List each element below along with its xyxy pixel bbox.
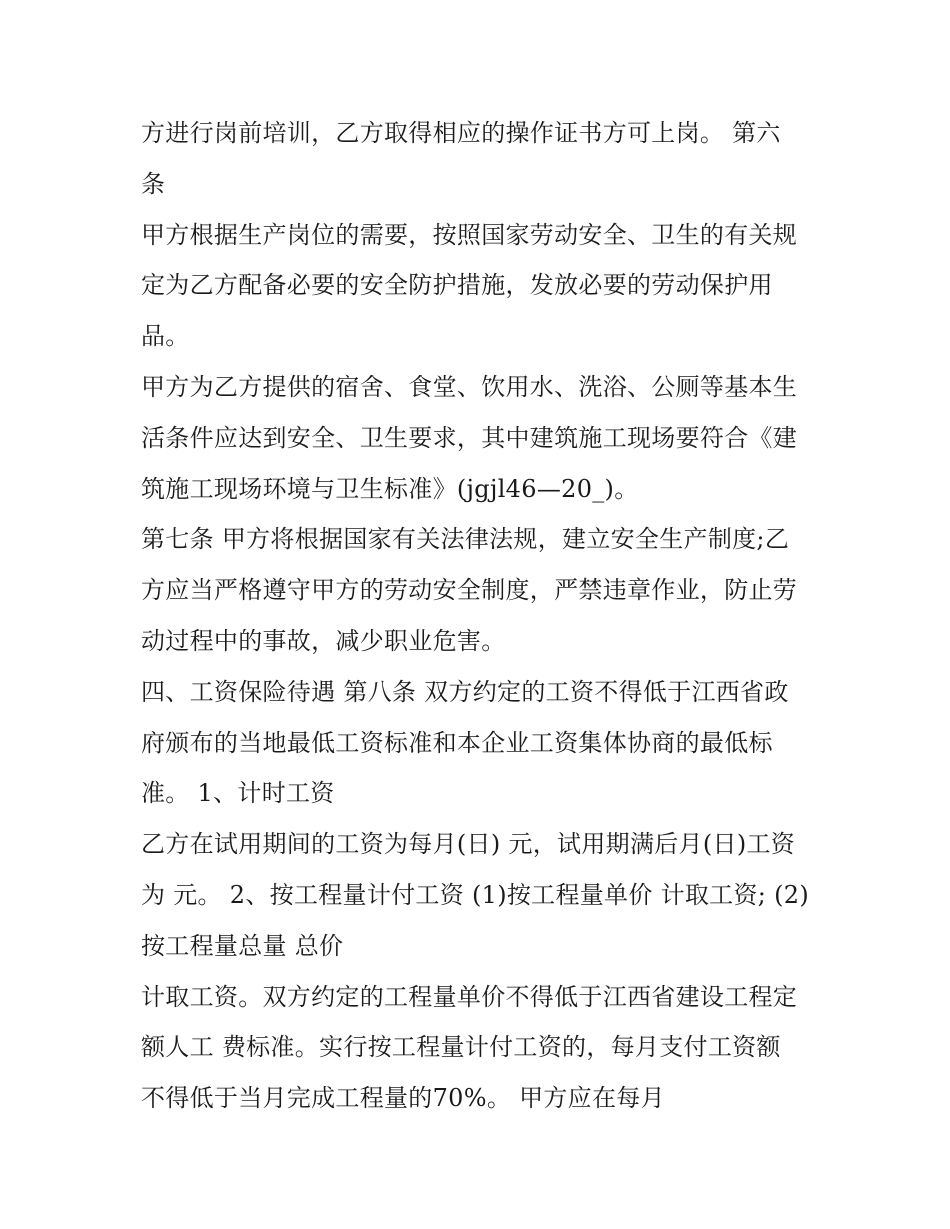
text-line: 府颁布的当地最低工资标准和本企业工资集体协商的最低标	[141, 728, 773, 757]
text-line: 定为乙方配备必要的安全防护措施，发放必要的劳动保护用	[141, 271, 773, 300]
text-line: 品。	[141, 322, 190, 351]
text-line: 计取工资。双方约定的工程量单价不得低于江西省建设工程定	[141, 982, 798, 1011]
text-line: 方进行岗前培训，乙方取得相应的操作证书方可上岗。 第六	[141, 119, 781, 147]
text-line: 动过程中的事故，减少职业危害。	[141, 626, 506, 655]
text-line: 额人工 费标准。实行按工程量计付工资的，每月支付工资额	[141, 1033, 781, 1062]
text-line: 按工程量总量 总价	[141, 931, 344, 960]
text-line: 活条件应达到安全、卫生要求，其中建筑施工现场要符合《建	[141, 423, 798, 452]
text-line: 甲方根据生产岗位的需要，按照国家劳动安全、卫生的有关规	[141, 220, 798, 249]
text-line: 条	[141, 169, 166, 198]
text-line: 甲方为乙方提供的宿舍、食堂、饮用水、洗浴、公厕等基本生	[141, 372, 798, 401]
contract-text	[141, 108, 821, 1124]
text-line: 筑施工现场环境与卫生标准》(jgjl46—20_)。	[141, 474, 639, 503]
text-line: 四、工资保险待遇 第八条 双方约定的工资不得低于江西省政	[141, 677, 789, 706]
text-line: 为 元。 2、按工程量计付工资 (1)按工程量单价 计取工资; (2)	[141, 880, 809, 909]
text-line: 乙方在试用期间的工资为每月(日) 元，试用期满后月(日)工资	[141, 830, 796, 859]
text-line: 准。 1、计时工资	[141, 779, 335, 808]
text-line: 方应当严格遵守甲方的劳动安全制度，严禁违章作业，防止劳	[141, 576, 798, 605]
text-line: 第七条 甲方将根据国家有关法律法规，建立安全生产制度;乙	[141, 525, 790, 554]
text-line: 不得低于当月完成工程量的70%。 甲方应在每月	[141, 1084, 665, 1113]
